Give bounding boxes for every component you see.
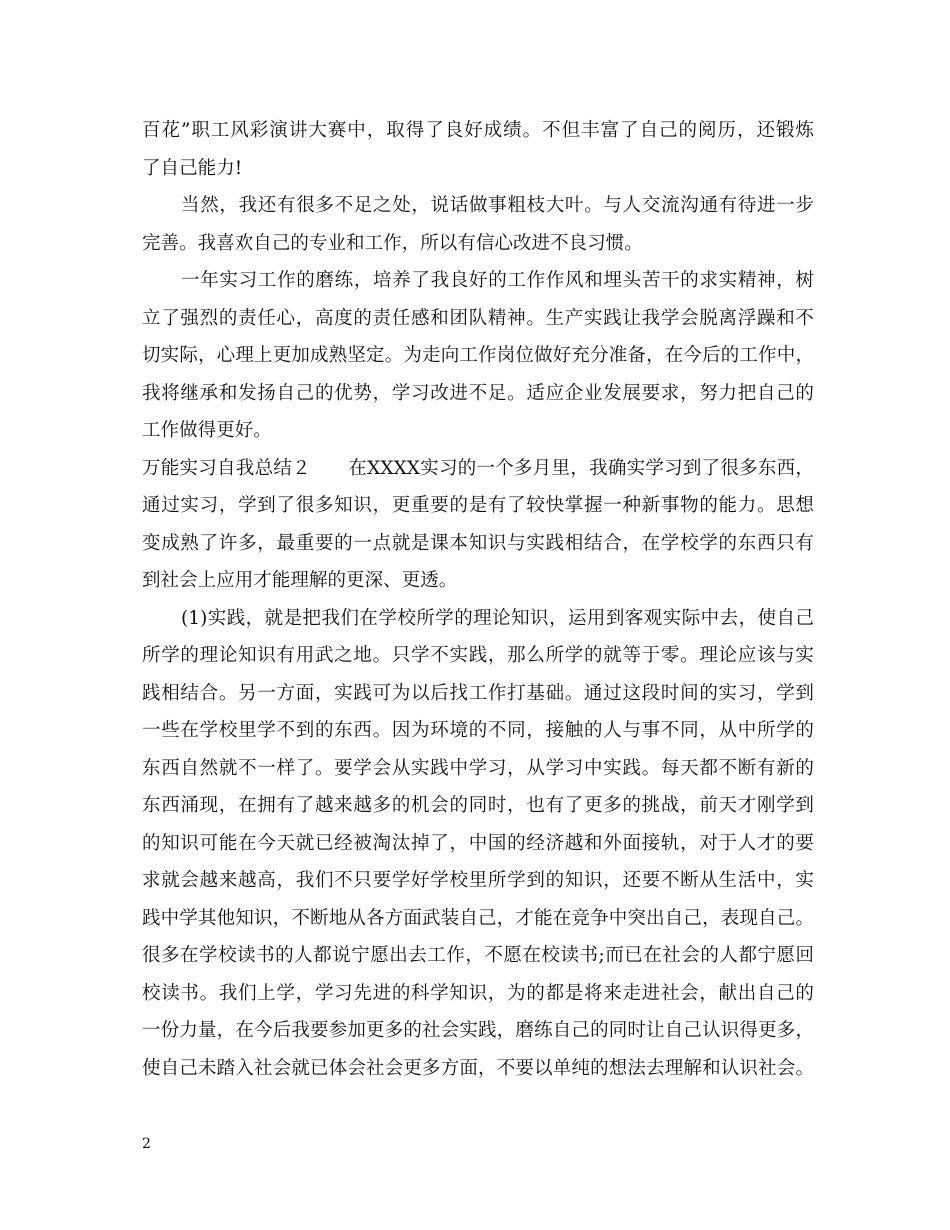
text-line: 一份力量，在今后我要参加更多的社会实践，磨练自己的同时让自己认识得更多， [142, 1020, 814, 1041]
text-line: 践中学其他知识，不断地从各方面武装自己，才能在竞争中突出自己，表现自己。 [142, 908, 814, 929]
text-line: 到社会上应用才能理解的更深、更透。 [142, 570, 458, 591]
text-line: 很多在学校读书的人都说宁愿出去工作，不愿在校读书;而已在社会的人都宁愿回 [142, 945, 814, 966]
text-line: 践相结合。另一方面，实践可为以后找工作打基础。通过这段时间的实习，学到 [142, 683, 814, 704]
text-line: 百花”职工风彩演讲大赛中，取得了良好成绩。不但丰富了自己的阅历，还锻炼 [142, 120, 814, 141]
text-line: 所学的理论知识有用武之地。只学不实践，那么所学的就等于零。理论应该与实 [142, 645, 814, 666]
text-line: 东西自然就不一样了。要学会从实践中学习，从学习中实践。每天都不断有新的 [142, 758, 814, 779]
text-line: 一些在学校里学不到的东西。因为环境的不同，接触的人与事不同，从中所学的 [142, 720, 814, 741]
text-line: 东西涌现，在拥有了越来越多的机会的同时，也有了更多的挑战，前天才刚学到 [142, 795, 814, 816]
text-line: 变成熟了许多，最重要的一点就是课本知识与实践相结合，在学校学的东西只有 [142, 533, 814, 554]
text-line: 求就会越来越高，我们不只要学好学校里所学到的知识，还要不断从生活中，实 [142, 870, 814, 891]
section-heading-line: 万能实习自我总结２ 在XXXX实习的一个多月里，我确实学习到了很多东西， [142, 458, 814, 479]
text-line: 工作做得更好。 [142, 420, 272, 441]
text-line: 通过实习，学到了很多知识，更重要的是有了较快掌握一种新事物的能力。思想 [142, 495, 814, 516]
text-line: 了自己能力! [142, 158, 243, 179]
text-line: 校读书。我们上学，学习先进的科学知识，为的都是将来走进社会，献出自己的 [142, 983, 814, 1004]
text-line: 完善。我喜欢自己的专业和工作，所以有信心改进不良习惯。 [142, 233, 643, 254]
text-line: 使自己未踏入社会就已体会社会更多方面，不要以单纯的想法去理解和认识社会。 [142, 1058, 814, 1079]
text-line: 立了强烈的责任心，高度的责任感和团队精神。生产实践让我学会脱离浮躁和不 [142, 308, 814, 329]
page-number: 2 [142, 1136, 151, 1152]
text-line: (1)实践，就是把我们在学校所学的理论知识，运用到客观实际中去，使自己 [181, 608, 814, 629]
text-line: 切实际，心理上更加成熟坚定。为走向工作岗位做好充分准备，在今后的工作中， [142, 345, 814, 366]
text-line: 一年实习工作的磨练，培养了我良好的工作作风和埋头苦干的求实精神，树 [181, 270, 814, 291]
text-line: 的知识可能在今天就已经被淘汰掉了，中国的经济越和外面接轨，对于人才的要 [142, 833, 814, 854]
text-line: 当然，我还有很多不足之处，说话做事粗枝大叶。与人交流沟通有待进一步 [181, 195, 814, 216]
text-line: 我将继承和发扬自己的优势，学习改进不足。适应企业发展要求，努力把自己的 [142, 383, 814, 404]
